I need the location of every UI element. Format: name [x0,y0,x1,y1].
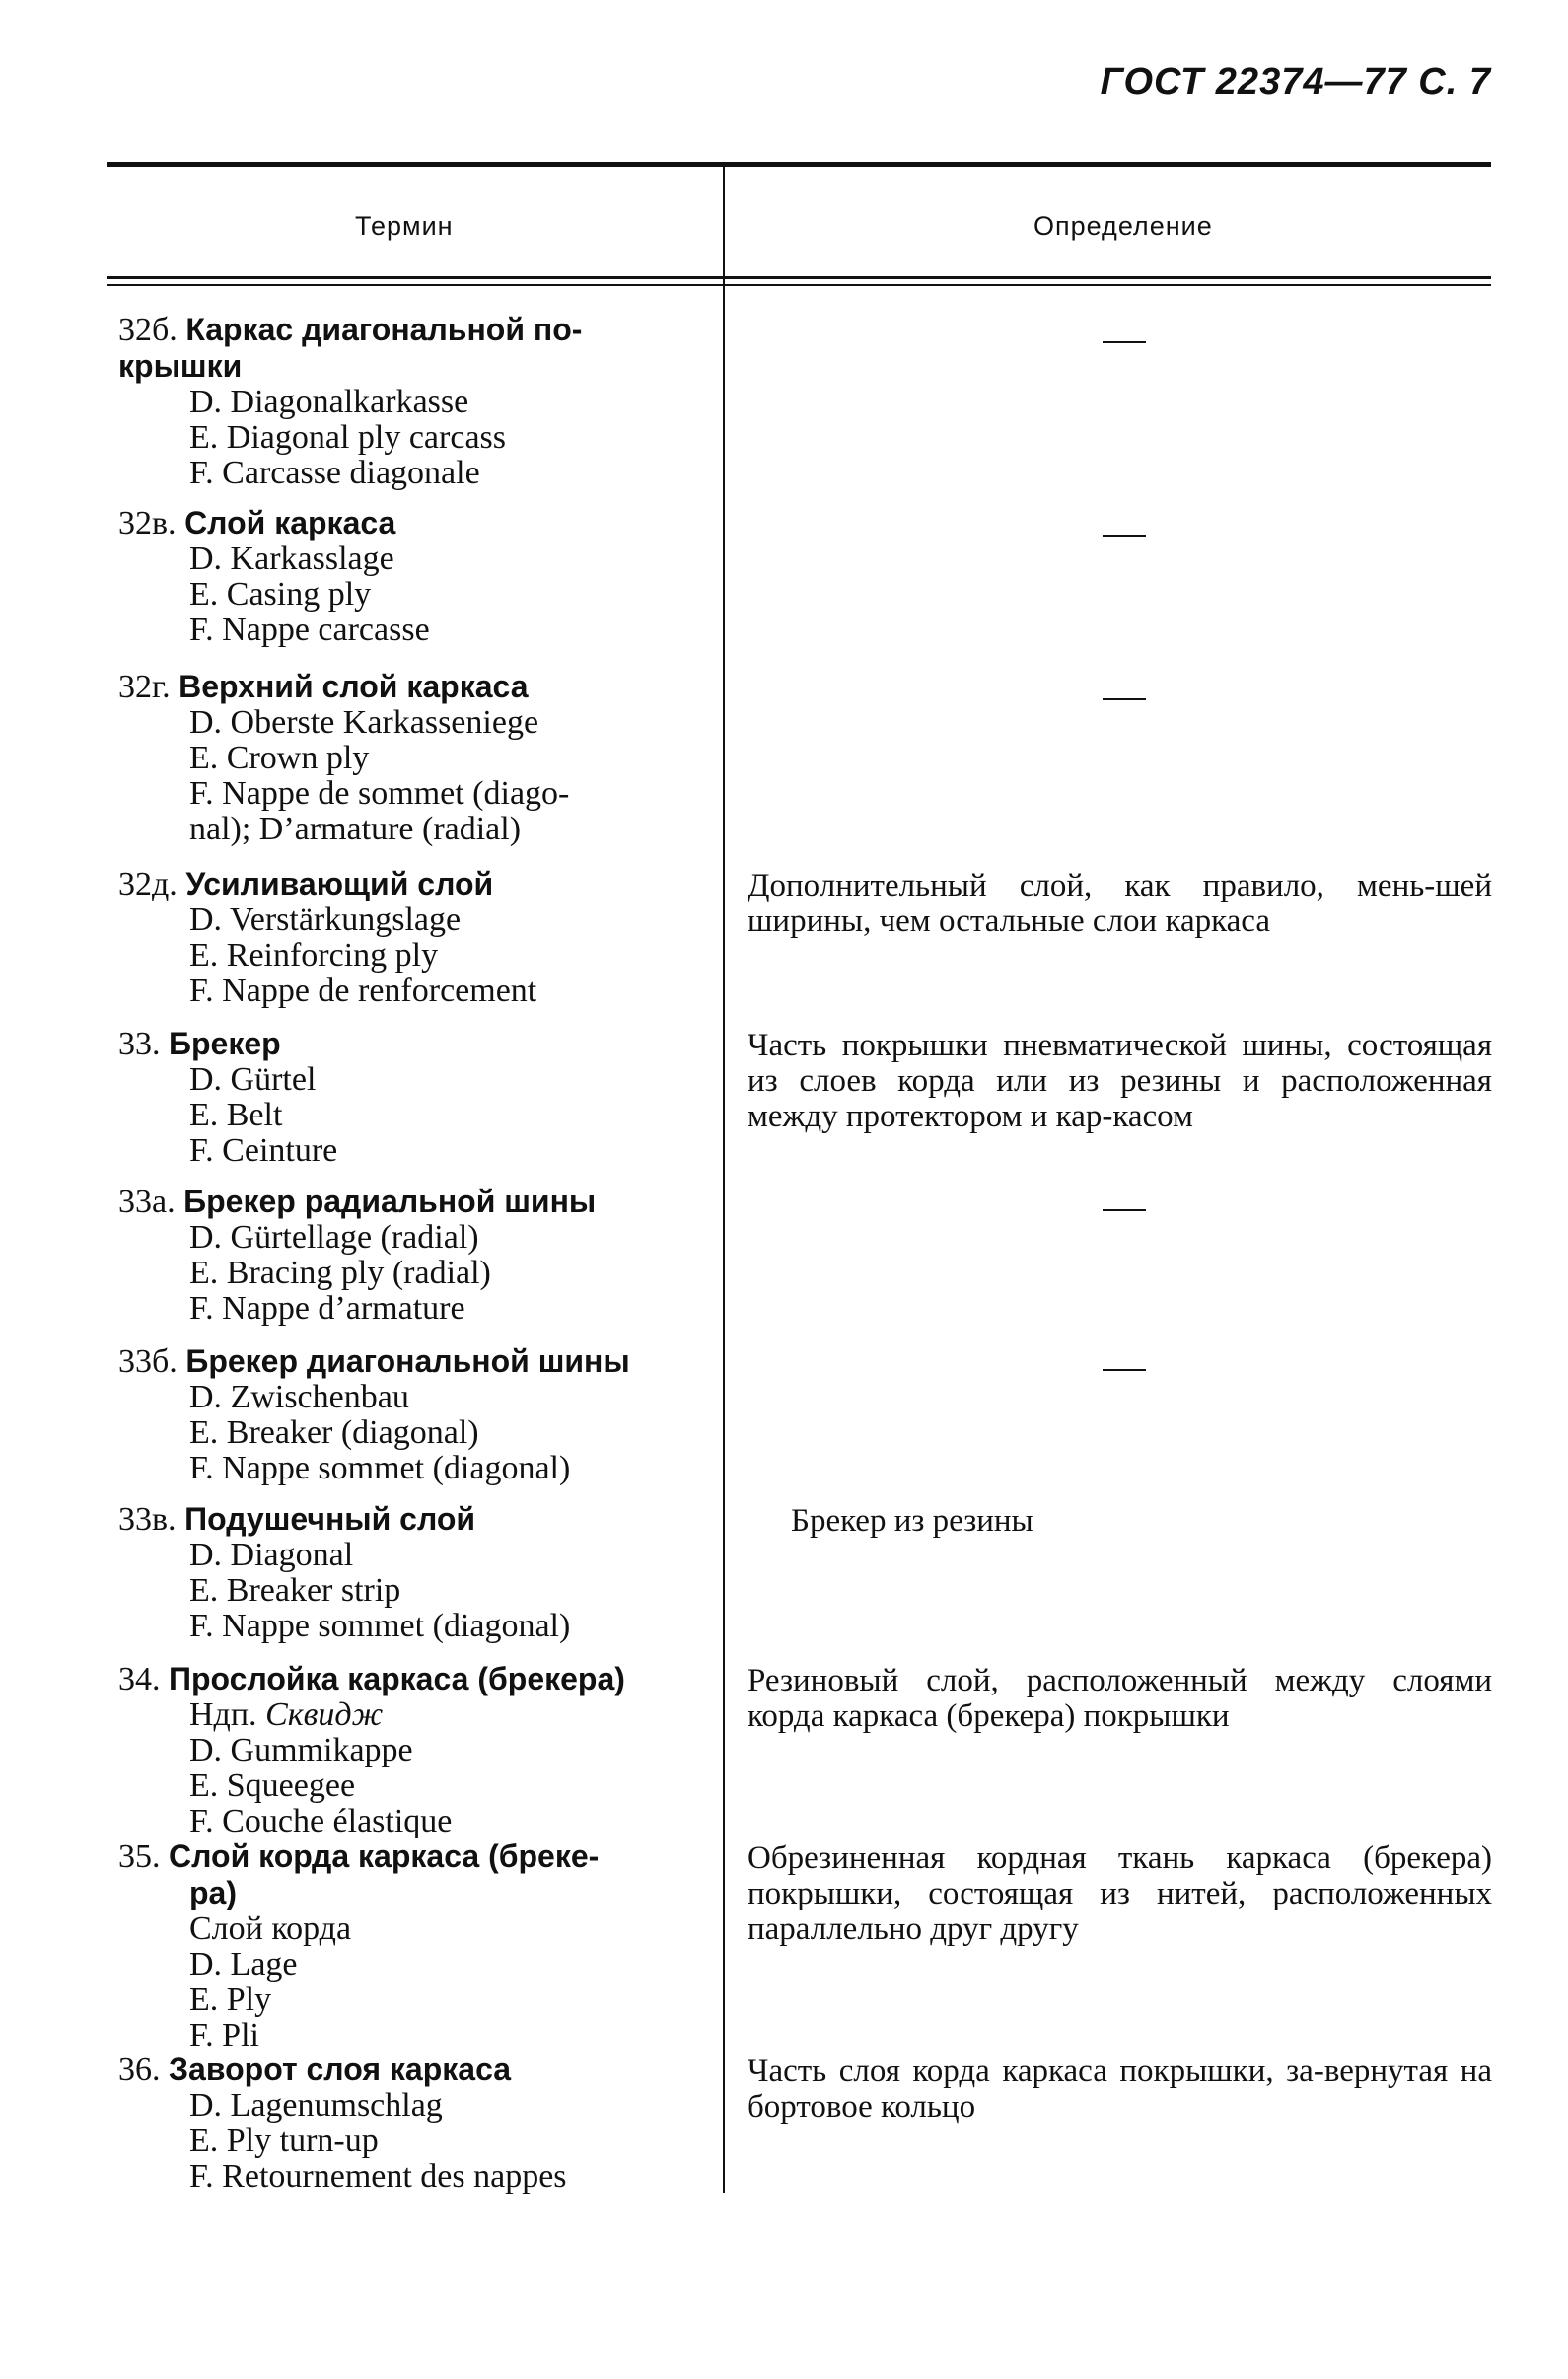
no-definition-dash [1103,1369,1146,1371]
term-entry-33a [118,1184,700,1327]
definition-36: Часть слоя корда каркаса покрышки, за-вернутая на бортовое кольцо [748,2054,1492,2125]
definition-35: Обрезиненная кордная ткань каркаса (брекера) покрышки, состоящая из нитей, расположенных параллельно друг другу [748,1840,1492,1947]
term-name: Слой корда каркаса (бреке- [169,1838,600,1874]
term-english: E. Breaker (diagonal) [189,1414,479,1451]
definition-32d: Дополнительный слой, как правило, мень-шей ширины, чем остальные слои каркаса [748,868,1492,939]
term-number: 32в. [118,505,177,541]
term-english: E. Belt [189,1097,283,1133]
term-german: D. Gummikappe [189,1732,413,1768]
term-french: F. Nappe sommet (diagonal) [189,1608,571,1644]
term-number: 36. [118,2052,161,2088]
term-number: 32б. [118,312,178,348]
synonym-term: Сквидж [265,1696,384,1733]
deprecated-synonym [118,1697,700,1733]
term-entry-32g [118,669,700,847]
column-divider [723,166,725,2193]
term-number: 35. [118,1838,161,1875]
term-german: D. Lagenumschlag [189,2087,443,2124]
column-header-definition: Определение [1033,211,1213,241]
term-french: F. Retournement des nappes [189,2158,567,2195]
header-rule [107,276,1491,279]
term-alternative: Слой корда [189,1910,352,1947]
term-french: F. Nappe sommet (diagonal) [189,1450,571,1486]
term-entry-32v [118,505,700,648]
synonym-prefix: Ндп. [189,1696,257,1733]
term-entry-32d [118,866,700,1009]
term-number: 32г. [118,669,171,705]
term-french: F. Nappe de renforcement [189,973,537,1009]
term-name: Усиливающий слой [185,866,494,901]
document-title: ГОСТ 22374—77 С. 7 [1100,61,1491,103]
term-number: 33в. [118,1501,177,1538]
definition-33v: Брекер из резины [791,1503,1033,1539]
no-definition-dash [1103,1209,1146,1211]
term-entry-34 [118,1661,700,1839]
no-definition-dash [1103,535,1146,537]
term-name: Брекер [169,1026,281,1061]
term-english: E. Ply turn-up [189,2123,379,2159]
term-english: E. Casing ply [189,576,372,613]
term-english: E. Diagonal ply carcass [189,419,506,456]
term-name-continued: крышки [118,348,243,384]
definition-33: Часть покрышки пневматической шины, состоящая из слоев корда или из резины и расположенная между протектором и кар-касом [748,1028,1492,1134]
term-german: D. Diagonalkarkasse [189,384,469,420]
term-french: F. Couche élastique [189,1803,453,1839]
term-name-continued: ра) [189,1875,237,1910]
term-german: D. Oberste Karkasseniege [189,704,539,741]
term-number: 33а. [118,1184,176,1220]
term-english: E. Breaker strip [189,1572,401,1609]
term-number: 32д. [118,866,178,902]
term-entry-36 [118,2052,700,2195]
term-french: F. Ceinture [189,1132,338,1169]
term-french: F. Carcasse diagonale [189,455,480,491]
term-french: F. Nappe carcasse [189,612,430,648]
term-name: Заворот слоя каркаса [169,2052,512,2087]
term-english: E. Squeegee [189,1767,356,1804]
term-name: Верхний слой каркаса [178,669,529,704]
term-english: E. Bracing ply (radial) [189,1255,491,1291]
term-number: 33. [118,1026,161,1062]
term-name: Слой каркаса [184,505,396,541]
term-english: E. Reinforcing ply [189,937,439,973]
term-german: D. Gürtellage (radial) [189,1219,479,1256]
term-name: Прослойка каркаса (брекера) [169,1661,625,1696]
no-definition-dash [1103,698,1146,700]
term-german: D. Lage [189,1946,298,1982]
term-name: Брекер радиальной шины [183,1184,597,1219]
term-entry-32b [118,312,700,491]
term-german: D. Diagonal [189,1537,354,1573]
header-rule-double [107,284,1491,286]
term-entry-35 [118,1838,700,2054]
term-name: Каркас диагональной по- [185,312,583,347]
definition-34: Резиновый слой, расположенный между слоями корда каркаса (брекера) покрышки [748,1663,1492,1734]
term-entry-33b [118,1343,700,1486]
term-number: 34. [118,1661,161,1697]
term-german: D. Verstärkungslage [189,901,462,938]
term-english: E. Ply [189,1982,272,2018]
term-french: F. Pli [189,2017,259,2054]
term-entry-33v [118,1501,700,1644]
term-french: F. Nappe d’armature [189,1290,465,1327]
term-german: D. Gürtel [189,1061,317,1098]
no-definition-dash [1103,341,1146,343]
term-french: F. Nappe de sommet (diago- [189,775,570,812]
term-number: 33б. [118,1343,178,1380]
term-name: Подушечный слой [184,1501,476,1537]
term-name: Брекер диагональной шины [185,1343,630,1379]
term-german: D. Zwischenbau [189,1379,409,1415]
column-header-term: Термин [355,211,454,241]
term-french-continued: nal); D’armature (radial) [189,811,522,847]
table-top-rule [107,162,1491,167]
term-german: D. Karkasslage [189,541,394,577]
term-english: E. Crown ply [189,740,370,776]
term-entry-33 [118,1026,700,1169]
